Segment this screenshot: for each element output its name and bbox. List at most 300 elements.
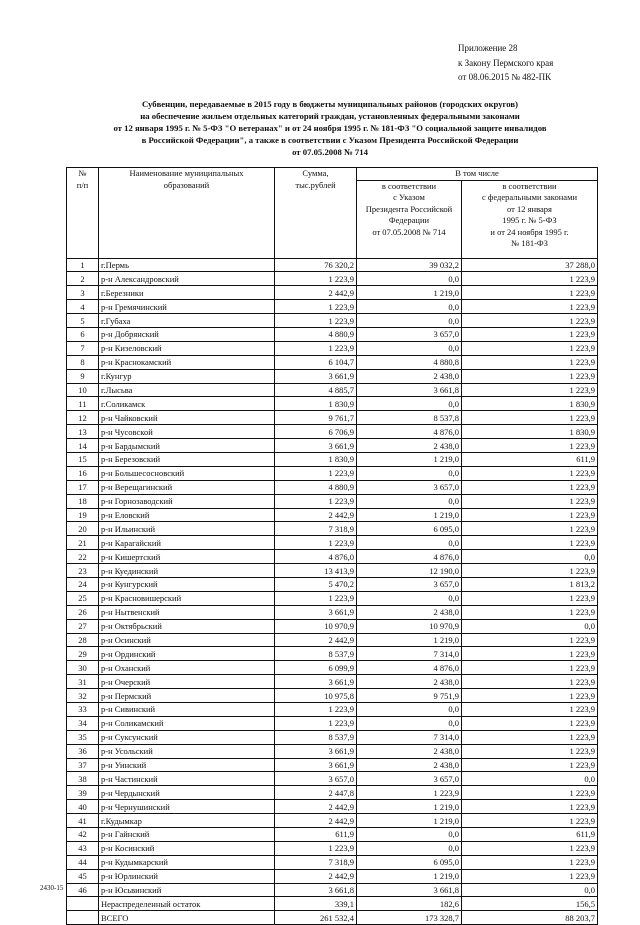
decree-amount-cell: 0,0 [357,494,462,508]
municipality-name: р-н Кунгурский [99,577,275,591]
sum-cell: 1 830,9 [275,397,357,411]
decree-amount-cell: 1 219,0 [357,869,462,883]
federal-amount-cell: 1 223,9 [462,341,598,355]
federal-amount-cell: 1 223,9 [462,369,598,383]
municipality-name: р-н Ильинский [99,522,275,536]
sum-cell: 3 661,9 [275,675,357,689]
federal-amount-cell: 1 223,9 [462,758,598,772]
row-number: 46 [67,883,99,897]
table-row [67,619,598,633]
row-number [67,911,99,925]
title-line: Субвенции, передаваемые в 2015 году в бюджеты муниципальных районов (городских округов) [141,99,518,109]
subsidies-table [66,167,598,925]
decree-amount-cell: 3 657,0 [357,480,462,494]
table-row [67,327,598,341]
table-row [67,675,598,689]
sum-cell: 5 470,2 [275,577,357,591]
federal-amount-cell: 1 223,9 [462,564,598,578]
row-number: 7 [67,341,99,355]
sum-cell: 3 661,9 [275,369,357,383]
table-row [67,730,598,744]
decree-amount-cell: 0,0 [357,536,462,550]
federal-amount-cell: 1 223,9 [462,411,598,425]
table-row [67,369,598,383]
table-row [67,897,598,911]
sum-cell: 4 876,0 [275,550,357,564]
decree-amount-cell: 1 223,9 [357,786,462,800]
federal-amount-cell: 1 223,9 [462,536,598,550]
decree-amount-cell: 7 314,0 [357,730,462,744]
table-row [67,689,598,703]
table-row [67,772,598,786]
municipality-name: г.Пермь [99,258,275,272]
federal-amount-cell: 1 223,9 [462,855,598,869]
sum-cell: 3 661,9 [275,744,357,758]
municipality-name: р-н Косинский [99,841,275,855]
decree-amount-cell: 0,0 [357,591,462,605]
sum-cell: 1 223,9 [275,341,357,355]
municipality-name: р-н Пермский [99,689,275,703]
sum-cell: 611,9 [275,828,357,842]
table-body [67,258,598,925]
decree-amount-cell: 12 190,0 [357,564,462,578]
federal-amount-cell: 88 203,7 [462,911,598,925]
decree-amount-cell: 3 661,8 [357,383,462,397]
federal-amount-cell: 1 223,9 [462,466,598,480]
municipality-name: р-н Еловский [99,508,275,522]
sum-cell: 339,1 [275,897,357,911]
row-number: 31 [67,675,99,689]
federal-amount-cell: 1 830,9 [462,397,598,411]
table-row [67,869,598,883]
table-row [67,508,598,522]
sum-cell: 4 885,7 [275,383,357,397]
row-number: 42 [67,828,99,842]
sum-cell: 3 661,9 [275,758,357,772]
municipality-name: р-н Гайнский [99,828,275,842]
municipality-name: г.Лысьва [99,383,275,397]
federal-amount-cell: 1 223,9 [462,869,598,883]
sum-cell: 1 223,9 [275,591,357,605]
sum-cell: 1 830,9 [275,452,357,466]
table-row [67,341,598,355]
municipality-name: ВСЕГО [99,911,275,925]
federal-amount-cell: 1 223,9 [462,286,598,300]
row-number: 3 [67,286,99,300]
table-row [67,855,598,869]
table-row [67,397,598,411]
table-row [67,605,598,619]
header-federal-laws-column: в соответствии с федеральными законами от 12 января 1995 г. № 5-ФЗ и от 24 ноября 1995 г. № 181-ФЗ [462,180,598,258]
table-row [67,286,598,300]
federal-amount-cell: 1 830,9 [462,425,598,439]
decree-amount-cell: 0,0 [357,716,462,730]
federal-amount-cell: 611,9 [462,452,598,466]
decree-amount-cell: 3 657,0 [357,327,462,341]
municipality-name: р-н Краснокамский [99,355,275,369]
row-number: 44 [67,855,99,869]
sum-cell: 6 099,9 [275,661,357,675]
table-row [67,480,598,494]
federal-amount-cell: 1 223,9 [462,841,598,855]
table-row [67,314,598,328]
document-title [60,98,600,158]
sum-cell: 10 975,8 [275,689,357,703]
federal-amount-cell: 1 223,9 [462,383,598,397]
municipality-name: р-н Частинский [99,772,275,786]
sum-cell: 2 442,9 [275,633,357,647]
decree-amount-cell: 4 876,0 [357,425,462,439]
row-number: 43 [67,841,99,855]
sum-cell: 2 442,9 [275,286,357,300]
municipality-name: р-н Гремячинский [99,300,275,314]
decree-amount-cell: 0,0 [357,841,462,855]
sum-cell: 2 442,9 [275,508,357,522]
decree-amount-cell: 2 438,0 [357,605,462,619]
sum-cell: 2 442,9 [275,814,357,828]
row-number: 9 [67,369,99,383]
row-number: 45 [67,869,99,883]
decree-amount-cell: 6 095,0 [357,522,462,536]
row-number: 36 [67,744,99,758]
municipality-name: р-н Юсьвинский [99,883,275,897]
table-row [67,522,598,536]
municipality-name: р-н Уинский [99,758,275,772]
title-line: в Российской Федерации", а также в соответствии с Указом Президента Российской Федерации [141,135,519,145]
federal-amount-cell: 0,0 [462,772,598,786]
municipality-name: р-н Оханский [99,661,275,675]
row-number: 1 [67,258,99,272]
table-row [67,591,598,605]
municipality-name: г.Кудымкар [99,814,275,828]
federal-amount-cell: 1 223,9 [462,814,598,828]
municipality-name: р-н Александровский [99,272,275,286]
table-row [67,661,598,675]
decree-amount-cell: 0,0 [357,314,462,328]
table-row [67,425,598,439]
row-number: 26 [67,605,99,619]
municipality-name: г.Губаха [99,314,275,328]
federal-amount-cell: 1 813,2 [462,577,598,591]
appendix-line: от 08.06.2015 № 482-ПК [458,72,552,82]
federal-amount-cell: 1 223,9 [462,730,598,744]
municipality-name: р-н Чернушинский [99,800,275,814]
row-number: 25 [67,591,99,605]
decree-amount-cell: 1 219,0 [357,286,462,300]
row-number: 8 [67,355,99,369]
federal-amount-cell: 1 223,9 [462,591,598,605]
table-row [67,564,598,578]
table-row [67,828,598,842]
decree-amount-cell: 10 970,9 [357,619,462,633]
sum-cell: 8 537,9 [275,730,357,744]
decree-amount-cell: 1 219,0 [357,814,462,828]
municipality-name: р-н Юрлинский [99,869,275,883]
federal-amount-cell: 1 223,9 [462,716,598,730]
sum-cell: 10 970,9 [275,619,357,633]
table-row [67,536,598,550]
table-row [67,911,598,925]
municipality-name: р-н Усольский [99,744,275,758]
municipality-name: р-н Горнозаводский [99,494,275,508]
municipality-name: р-н Добрянский [99,327,275,341]
decree-amount-cell: 173 328,7 [357,911,462,925]
federal-amount-cell: 1 223,9 [462,522,598,536]
sum-cell: 1 223,9 [275,314,357,328]
row-number: 13 [67,425,99,439]
decree-amount-cell: 2 438,0 [357,675,462,689]
federal-amount-cell: 0,0 [462,883,598,897]
sum-cell: 2 447,8 [275,786,357,800]
federal-amount-cell: 1 223,9 [462,494,598,508]
table-row [67,577,598,591]
municipality-name: р-н Ординский [99,647,275,661]
federal-amount-cell: 1 223,9 [462,508,598,522]
sum-cell: 1 223,9 [275,494,357,508]
table-row [67,814,598,828]
row-number: 24 [67,577,99,591]
decree-amount-cell: 0,0 [357,341,462,355]
sum-cell: 1 223,9 [275,536,357,550]
sum-cell: 6 706,9 [275,425,357,439]
federal-amount-cell: 1 223,9 [462,605,598,619]
row-number: 15 [67,452,99,466]
federal-amount-cell: 1 223,9 [462,744,598,758]
sum-cell: 8 537,9 [275,647,357,661]
table-row [67,744,598,758]
sum-cell: 9 761,7 [275,411,357,425]
federal-amount-cell: 611,9 [462,828,598,842]
decree-amount-cell: 6 095,0 [357,855,462,869]
header-number: № п/п [67,168,99,259]
decree-amount-cell: 1 219,0 [357,800,462,814]
federal-amount-cell: 1 223,9 [462,633,598,647]
municipality-name: р-н Октябрьский [99,619,275,633]
footer-code: 2430-15 [40,884,64,892]
title-line: от 12 января 1995 г. № 5-ФЗ "О ветеранах" и от 24 ноября 1995 г. № 181-ФЗ "О социальной защите инвалидов [113,123,547,133]
federal-amount-cell: 1 223,9 [462,689,598,703]
sum-cell: 3 661,9 [275,439,357,453]
row-number: 2 [67,272,99,286]
sum-cell: 76 320,2 [275,258,357,272]
sum-cell: 7 318,9 [275,855,357,869]
federal-amount-cell: 1 223,9 [462,300,598,314]
table-row [67,439,598,453]
decree-amount-cell: 4 880,8 [357,355,462,369]
sum-cell: 1 223,9 [275,703,357,717]
federal-amount-cell: 0,0 [462,619,598,633]
table-row [67,758,598,772]
decree-amount-cell: 9 751,9 [357,689,462,703]
decree-amount-cell: 39 032,2 [357,258,462,272]
decree-amount-cell: 0,0 [357,397,462,411]
federal-amount-cell: 1 223,9 [462,786,598,800]
decree-amount-cell: 0,0 [357,466,462,480]
municipality-name: р-н Бардымский [99,439,275,453]
municipality-name: р-н Осинский [99,633,275,647]
table-row [67,494,598,508]
row-number: 6 [67,327,99,341]
sum-cell: 261 532,4 [275,911,357,925]
table-row [67,716,598,730]
row-number: 16 [67,466,99,480]
row-number: 5 [67,314,99,328]
sum-cell: 1 223,9 [275,300,357,314]
municipality-name: р-н Верещагинский [99,480,275,494]
appendix-line: к Закону Пермского края [458,57,554,68]
row-number: 38 [67,772,99,786]
row-number: 11 [67,397,99,411]
municipality-name: р-н Чайковский [99,411,275,425]
decree-amount-cell: 0,0 [357,828,462,842]
municipality-name: р-н Кизеловский [99,341,275,355]
header-decree-column: в соответствии с Указом Президента Российской Федерации от 07.05.2008 № 714 [357,180,462,258]
row-number: 29 [67,647,99,661]
table-row [67,452,598,466]
row-number [67,897,99,911]
title-line: от 07.05.2008 № 714 [292,147,368,157]
sum-cell: 1 223,9 [275,716,357,730]
municipality-name: р-н Суксунский [99,730,275,744]
sum-cell: 3 661,8 [275,883,357,897]
decree-amount-cell: 7 314,0 [357,647,462,661]
municipality-name: г.Березники [99,286,275,300]
header-including: В том числе [357,168,598,181]
row-number: 10 [67,383,99,397]
row-number: 33 [67,703,99,717]
federal-amount-cell: 1 223,9 [462,314,598,328]
decree-amount-cell: 1 219,0 [357,508,462,522]
municipality-name: р-н Сивинский [99,703,275,717]
table-row [67,300,598,314]
municipality-name: р-н Карагайский [99,536,275,550]
table-row [67,258,598,272]
decree-amount-cell: 2 438,0 [357,744,462,758]
municipality-name: р-н Большесосновский [99,466,275,480]
municipality-name: г.Соликамск [99,397,275,411]
row-number: 39 [67,786,99,800]
table-row [67,841,598,855]
row-number: 35 [67,730,99,744]
sum-cell: 1 223,9 [275,841,357,855]
federal-amount-cell: 1 223,9 [462,647,598,661]
table-row [67,883,598,897]
sum-cell: 6 104,7 [275,355,357,369]
row-number: 34 [67,716,99,730]
municipality-name: р-н Березовский [99,452,275,466]
decree-amount-cell: 1 219,0 [357,452,462,466]
decree-amount-cell: 3 657,0 [357,577,462,591]
decree-amount-cell: 8 537,8 [357,411,462,425]
federal-amount-cell: 1 223,9 [462,800,598,814]
municipality-name: р-н Кишертский [99,550,275,564]
row-number: 18 [67,494,99,508]
municipality-name: р-н Нытвенский [99,605,275,619]
federal-amount-cell: 156,5 [462,897,598,911]
sum-cell: 7 318,9 [275,522,357,536]
municipality-name: г.Кунгур [99,369,275,383]
row-number: 30 [67,661,99,675]
municipality-name: р-н Чусовской [99,425,275,439]
federal-amount-cell: 37 288,0 [462,258,598,272]
sum-cell: 3 661,9 [275,605,357,619]
row-number: 23 [67,564,99,578]
row-number: 28 [67,633,99,647]
row-number: 22 [67,550,99,564]
sum-cell: 4 880,9 [275,480,357,494]
decree-amount-cell: 4 876,0 [357,661,462,675]
decree-amount-cell: 3 657,0 [357,772,462,786]
table-row [67,786,598,800]
federal-amount-cell: 1 223,9 [462,272,598,286]
row-number: 21 [67,536,99,550]
sum-cell: 3 657,0 [275,772,357,786]
table-row [67,550,598,564]
table-row [67,355,598,369]
municipality-name: р-н Кудымкарский [99,855,275,869]
decree-amount-cell: 1 219,0 [357,633,462,647]
appendix-note [458,41,553,85]
row-number: 12 [67,411,99,425]
sum-cell: 1 223,9 [275,466,357,480]
municipality-name: р-н Очерский [99,675,275,689]
decree-amount-cell: 3 661,8 [357,883,462,897]
row-number: 19 [67,508,99,522]
federal-amount-cell: 1 223,9 [462,703,598,717]
row-number: 37 [67,758,99,772]
table-row [67,383,598,397]
municipality-name: р-н Соликамский [99,716,275,730]
decree-amount-cell: 2 438,0 [357,369,462,383]
table-row [67,633,598,647]
sum-cell: 1 223,9 [275,272,357,286]
federal-amount-cell: 1 223,9 [462,327,598,341]
sum-cell: 13 413,9 [275,564,357,578]
federal-amount-cell: 1 223,9 [462,439,598,453]
table-row [67,411,598,425]
row-number: 17 [67,480,99,494]
table-row [67,647,598,661]
sum-cell: 4 880,9 [275,327,357,341]
federal-amount-cell: 1 223,9 [462,675,598,689]
decree-amount-cell: 2 438,0 [357,758,462,772]
municipality-name: Нераспределенный остаток [99,897,275,911]
table-row [67,466,598,480]
decree-amount-cell: 182,6 [357,897,462,911]
decree-amount-cell: 0,0 [357,272,462,286]
table-row [67,272,598,286]
municipality-name: р-н Куединский [99,564,275,578]
decree-amount-cell: 0,0 [357,703,462,717]
sum-cell: 2 442,9 [275,800,357,814]
row-number: 4 [67,300,99,314]
row-number: 32 [67,689,99,703]
federal-amount-cell: 0,0 [462,550,598,564]
row-number: 14 [67,439,99,453]
header-municipality: Наименование муниципальных образований [99,168,275,259]
row-number: 40 [67,800,99,814]
table-row [67,703,598,717]
sum-cell: 2 442,9 [275,869,357,883]
header-sum: Сумма, тыс.рублей [275,168,357,259]
decree-amount-cell: 2 438,0 [357,439,462,453]
decree-amount-cell: 4 876,0 [357,550,462,564]
federal-amount-cell: 1 223,9 [462,355,598,369]
municipality-name: р-н Чердынский [99,786,275,800]
municipality-name: р-н Красновишерский [99,591,275,605]
title-line: на обеспечение жильем отдельных категорий граждан, установленных федеральными законами [140,111,520,121]
appendix-line: Приложение 28 [458,43,518,53]
